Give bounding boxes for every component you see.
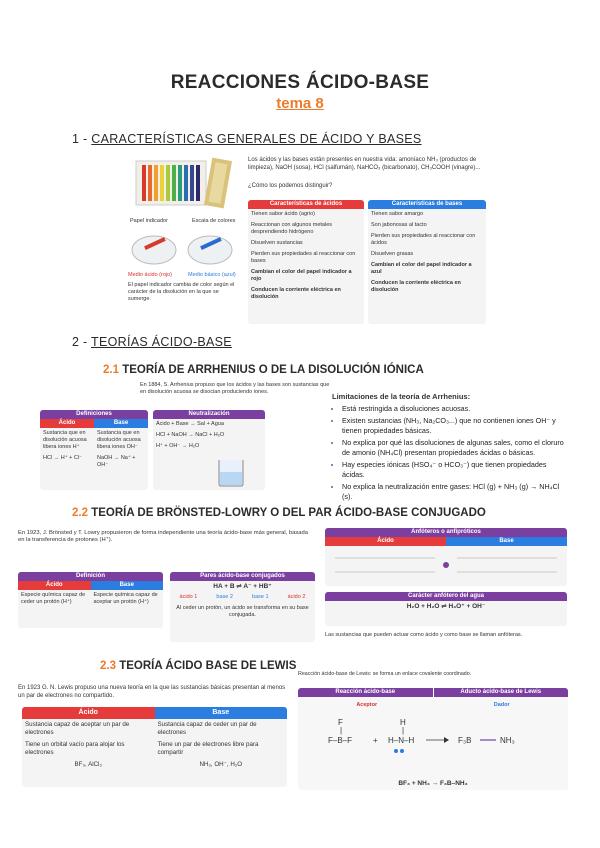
base-item: Cambian el color del papel indicador a azul	[371, 262, 472, 275]
page-subtitle: tema 8	[276, 95, 324, 112]
base-label: Base	[94, 419, 148, 428]
section-2-2-heading	[72, 507, 486, 519]
acid-item: Reaccionan con algunos metales desprendiendo hidrógeno	[251, 222, 333, 235]
pair-label: ácido 2	[287, 594, 306, 600]
conjugate-pairs-card	[170, 572, 315, 642]
base-column: Base	[446, 537, 567, 546]
limitations-title: Limitaciones de la teoría de Arrhenius:	[332, 392, 471, 401]
acceptor-label: Aceptor	[356, 702, 378, 708]
bronsted-definition-header: Definición	[18, 572, 163, 581]
amphoteric-scheme	[325, 546, 567, 584]
limitation-item: • No explica la neutralización entre gases: HCl (g) + NH₃ (g) → NH₄Cl (s).	[342, 482, 568, 502]
caption-acid: Medio ácido (rojo)	[128, 272, 173, 278]
arrhenius-limitations	[332, 392, 568, 504]
page-title: REACCIONES ÁCIDO-BASE	[170, 72, 430, 93]
section-2-1-heading	[103, 364, 424, 376]
acid-definition: Especie química capaz de ceder un protón (H⁺)	[21, 592, 86, 605]
indicator-dishes	[128, 228, 238, 268]
acid-equation: HCl → H⁺ + Cl⁻	[43, 455, 82, 461]
bronsted-definition-card	[18, 572, 163, 628]
svg-text:F: F	[338, 718, 343, 727]
base-item: Pierden sus propiedades al reaccionar con ácidos	[371, 233, 476, 246]
neutralization-header: Neutralización	[153, 410, 265, 419]
neutralization-equation: HCl + NaOH → NaCl + H₂O	[156, 432, 225, 438]
definitions-header: Definiciones	[40, 410, 148, 419]
s1-question: ¿Cómo los podemos distinguir?	[248, 183, 333, 189]
strip-label-left: Papel indicador	[130, 218, 168, 224]
strip-label-right: Escala de colores	[192, 218, 236, 224]
lewis-equation: BF₃ + NH₃ → F₃B–NH₃	[398, 780, 468, 787]
svg-text:H–N–H: H–N–H	[388, 736, 415, 745]
section-title: CARACTERÍSTICAS GENERALES DE ÁCIDO Y BASES	[91, 132, 422, 146]
svg-text:H: H	[400, 718, 406, 727]
amphoteric-card	[325, 528, 567, 586]
acid-item: Disuelven sustancias	[251, 240, 303, 246]
base-definition: Especie química capaz de aceptar un protón (H⁺)	[93, 592, 158, 605]
s21-intro: En 1884, S. Arrhenius propuso que los ácidos y las bases son sustancias que en disolución acuosa se disocian produciendo iones.	[140, 382, 330, 395]
lewis-col-1: Reacción ácido-base	[298, 688, 433, 697]
svg-text:|: |	[340, 726, 343, 735]
section-number: 2 -	[72, 335, 92, 349]
s22-intro: En 1923, J. Brönsted y T. Lowry propusieron de forma independiente una teoría ácido-base más general, basada en la transferencia de protones (H⁺).	[18, 530, 308, 543]
section-number: 2.2	[72, 507, 92, 519]
lewis-structure-diagram	[298, 711, 568, 773]
lewis-definitions-card	[22, 707, 287, 787]
base-label: Base	[155, 707, 288, 719]
pair-label: base 1	[252, 594, 269, 600]
svg-text:|: |	[402, 726, 405, 735]
acid-item: Tienen sabor ácido (agrio)	[251, 211, 315, 217]
s23-intro: En 1923 G. N. Lewis propuso una nueva teoría en la que las sustancias básicas presentan al menos un par de electrones no compartido.	[18, 685, 286, 699]
caption-base: Medio básico (azul)	[188, 272, 236, 278]
limitation-item: • Está restringida a disoluciones acuosas.	[342, 404, 568, 414]
donor-label: Dador	[493, 702, 510, 708]
section-title: TEORÍA DE BRÖNSTED-LOWRY O DEL PAR ÁCIDO-BASE CONJUGADO	[91, 507, 486, 519]
lewis-diagram-note: Reacción ácido-base de Lewis: se forma un enlace covalente coordinado.	[298, 671, 472, 677]
section-1-heading	[72, 132, 422, 146]
bases-card	[368, 200, 486, 324]
water-note: Las sustancias que pueden actuar como ácido y como base se llaman anfóteras.	[325, 632, 523, 638]
limitation-item: • No explica por qué las disoluciones de algunas sales, como el cloruro de amonio (NH₄Cl) presentan propiedades ácidas o básicas.	[342, 438, 568, 458]
neutralization-ionic: H⁺ + OH⁻ → H₂O	[156, 443, 200, 449]
section-number: 1 -	[72, 132, 92, 146]
base-item: Son jabonosas al tacto	[371, 222, 427, 228]
water-equation: H₂O + H₂O ⇌ H₃O⁺ + OH⁻	[406, 603, 486, 610]
base-examples: NH₃, OH⁻, H₂O	[199, 761, 243, 768]
conjugate-pairs-header: Pares ácido-base conjugados	[170, 572, 315, 581]
acid-definition: Sustancia que en disolución acuosa libera iones H⁺	[43, 430, 87, 450]
base-item: Disuelven grasas	[371, 251, 414, 257]
limitation-item: • Existen sustancias (NH₃, Na₂CO₃...) que no contienen iones OH⁻ y tienen propiedades básicas.	[342, 416, 568, 436]
base-definition-2: Tiene un par de electrones libre para compartir	[157, 741, 259, 756]
beaker-icon	[211, 458, 251, 488]
bases-card-header: Características de bases	[368, 200, 486, 209]
acid-examples: BF₃, AlCl₃	[74, 761, 102, 768]
amphoteric-header: Anfóteros o anfipróticos	[325, 528, 567, 537]
pair-label: base 2	[216, 594, 233, 600]
base-item: Conducen la corriente eléctrica en disolución	[371, 280, 461, 293]
acid-item: Conducen la corriente eléctrica en disolución	[251, 287, 341, 300]
acid-column: Ácido	[325, 537, 446, 546]
limitation-item: • Hay especies iónicas (HSO₄⁻ o HCO₃⁻) que tienen propiedades ácidas.	[342, 460, 568, 480]
water-header: Carácter anfótero del agua	[325, 592, 567, 601]
conjugate-pair-equation: HA + B ⇌ A⁻ + HB⁺	[213, 583, 272, 590]
acid-definition-2: Tiene un orbital vacío para alojar los electrones	[25, 741, 125, 756]
arrhenius-definitions-card	[40, 410, 148, 490]
section-2-3-heading	[100, 660, 296, 672]
acid-definition: Sustancia capaz de aceptar un par de electrones	[25, 721, 130, 736]
section-title: TEORÍAS ÁCIDO-BASE	[91, 335, 232, 349]
acid-item: Cambian el color del papel indicador a rojo	[251, 269, 352, 282]
svg-text:+: +	[373, 736, 378, 745]
svg-text:NH₃: NH₃	[500, 736, 515, 745]
indicator-caption: El papel indicador cambia de color según el carácter de la disolución en la que se sumerge.	[128, 282, 235, 302]
water-card	[325, 592, 567, 626]
acids-card-header: Características de ácidos	[248, 200, 364, 209]
base-definition: Sustancia que en disolución acuosa libera iones OH⁻	[97, 430, 141, 450]
acids-card	[248, 200, 364, 324]
base-item: Tienen sabor amargo	[371, 211, 424, 217]
section-number: 2.3	[100, 660, 120, 672]
section-title: TEORÍA DE ARRHENIUS O DE LA DISOLUCIÓN IÓNICA	[122, 364, 424, 376]
acid-item: Pierden sus propiedades al reaccionar con bases	[251, 251, 356, 264]
section-number: 2.1	[103, 364, 123, 376]
section-title: TEORÍA ÁCIDO BASE DE LEWIS	[119, 660, 297, 672]
base-definition: Sustancia capaz de ceder un par de electrones	[157, 721, 257, 736]
neutralization-card	[153, 410, 265, 490]
neutralization-text: Ácido + Base → Sal + Agua	[156, 421, 224, 427]
svg-text:F–B–F: F–B–F	[328, 736, 353, 745]
acid-label: Ácido	[18, 581, 91, 590]
pair-label: ácido 1	[179, 594, 198, 600]
section-2-heading	[72, 335, 232, 349]
base-equation: NaOH → Na⁺ + OH⁻	[97, 455, 136, 468]
lewis-diagram	[298, 688, 568, 790]
conjugate-pair-note: Al ceder un protón, un ácido se transforma en su base conjugada.	[176, 605, 309, 618]
acid-label: Ácido	[22, 707, 155, 719]
svg-text:F₃B: F₃B	[458, 736, 472, 745]
s1-intro: Los ácidos y las bases están presentes en nuestra vida: amoníaco NH₃ (productos de limpieza), NaOH (sosa), HCl (salfumán), NaHCO₃ (bicarbonato), CH₃COOH (vinagre)...	[248, 157, 481, 171]
acid-label: Ácido	[40, 419, 94, 428]
lewis-col-2: Aducto ácido-base de Lewis	[433, 688, 569, 697]
ph-strip-image	[128, 155, 238, 211]
base-label: Base	[91, 581, 164, 590]
